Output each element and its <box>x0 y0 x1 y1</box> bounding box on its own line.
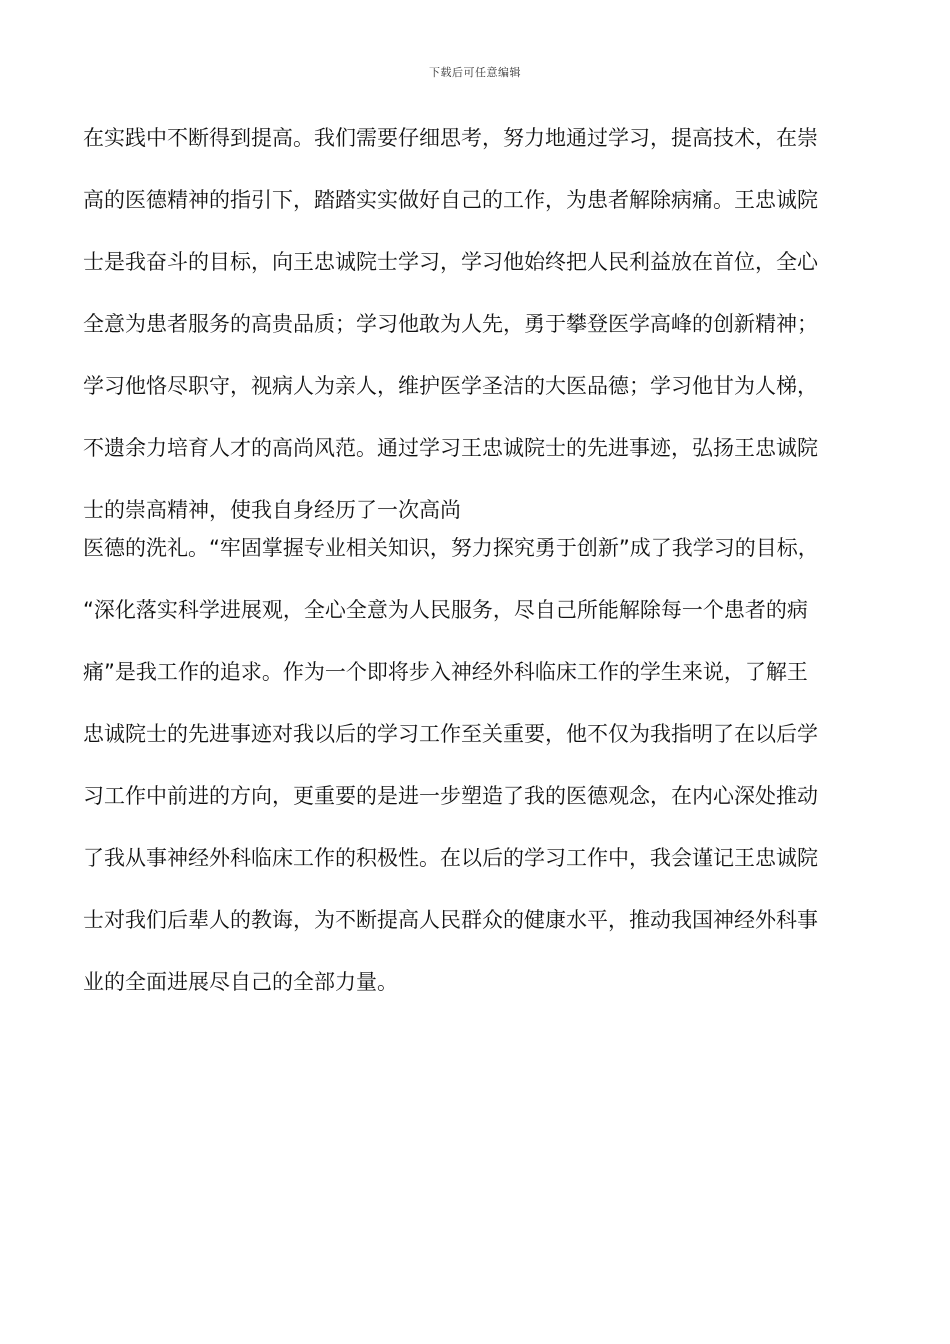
text-line: 习工作中前进的方向，更重要的是进一步塑造了我的医德观念，在内心深处推动 <box>83 784 818 808</box>
text-line: 了我从事神经外科临床工作的积极性。在以后的学习工作中，我会谨记王忠诚院 <box>83 846 818 870</box>
text-line: 士对我们后辈人的教诲，为不断提高人民群众的健康水平，推动我国神经外科事 <box>83 908 818 932</box>
text-line: 痛”是我工作的追求。作为一个即将步入神经外科临床工作的学生来说，了解王 <box>83 660 808 684</box>
page-header: 下载后可任意编辑 <box>429 66 521 79</box>
text-line: 高的医德精神的指引下，踏踏实实做好自己的工作，为患者解除病痛。王忠诚院 <box>83 188 818 212</box>
text-line: 在实践中不断得到提高。我们需要仔细思考，努力地通过学习，提高技术，在崇 <box>83 126 818 150</box>
text-line: 士是我奋斗的目标，向王忠诚院士学习，学习他始终把人民利益放在首位，全心 <box>83 250 818 274</box>
text-line: 医德的洗礼。“牢固掌握专业相关知识，努力探究勇于创新”成了我学习的目标， <box>83 536 819 560</box>
text-line: 业的全面进展尽自己的全部力量。 <box>83 970 398 994</box>
text-line: 不遗余力培育人才的高尚风范。通过学习王忠诚院士的先进事迹，弘扬王忠诚院 <box>83 436 818 460</box>
text-line: 学习他恪尽职守，视病人为亲人，维护医学圣洁的大医品德；学习他甘为人梯， <box>83 374 818 398</box>
document-body <box>83 118 883 1024</box>
text-line: “深化落实科学进展观，全心全意为人民服务，尽自己所能解除每一个患者的病 <box>83 598 808 622</box>
text-line: 士的崇高精神，使我自身经历了一次高尚 <box>83 498 461 522</box>
text-line: 全意为患者服务的高贵品质；学习他敢为人先，勇于攀登医学高峰的创新精神； <box>83 312 818 336</box>
text-line: 忠诚院士的先进事迹对我以后的学习工作至关重要，他不仅为我指明了在以后学 <box>83 722 818 746</box>
